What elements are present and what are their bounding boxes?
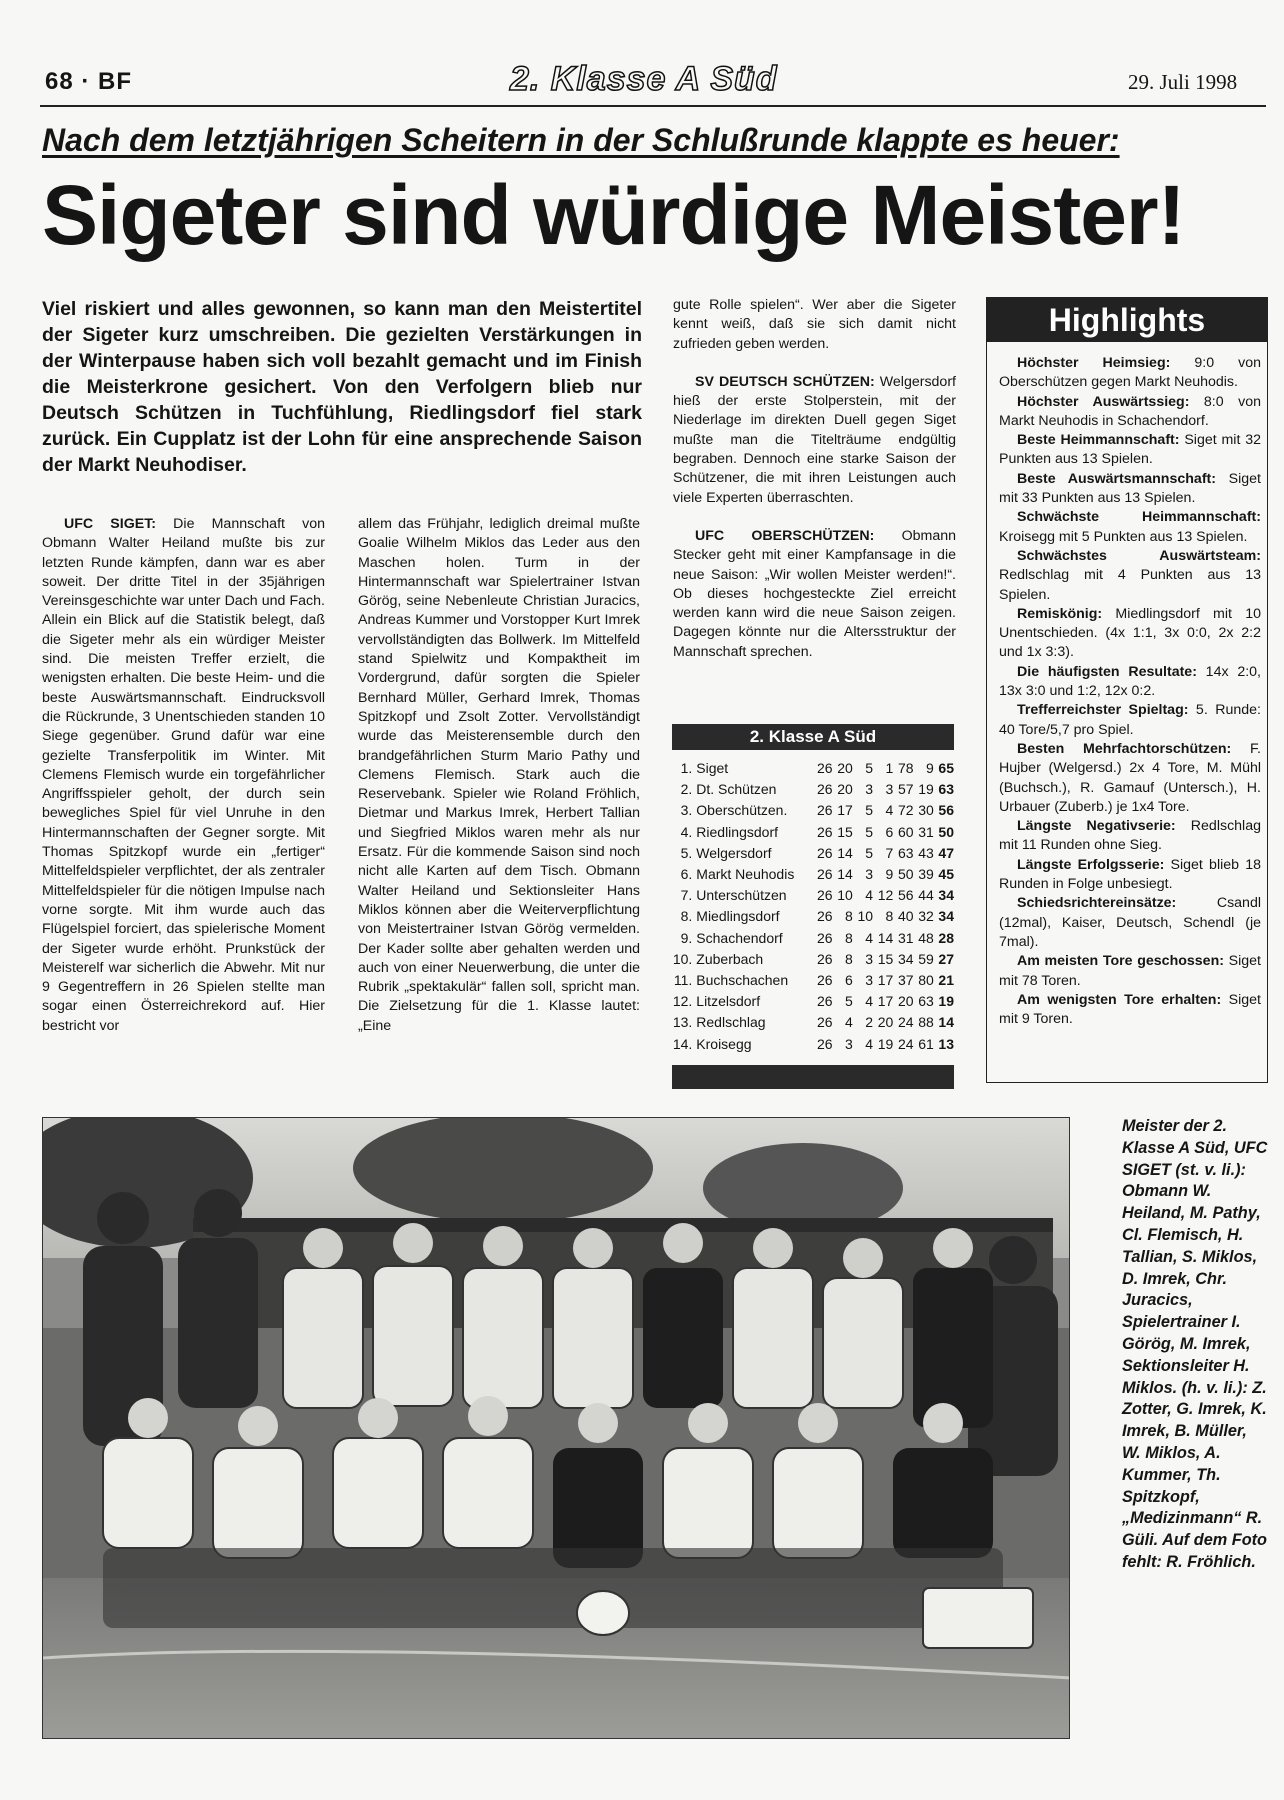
standings-wins: 15 bbox=[837, 823, 853, 840]
standings-draws: 3 bbox=[865, 950, 874, 967]
highlights-box bbox=[986, 297, 1268, 1083]
standings-wins: 8 bbox=[844, 929, 853, 946]
standings-points: 45 bbox=[938, 866, 954, 883]
standings-team: Siget bbox=[696, 760, 729, 776]
highlight-item bbox=[999, 605, 1261, 663]
standings-games: 26 bbox=[816, 972, 833, 989]
issue-date: 29. Juli 1998 bbox=[1128, 70, 1238, 94]
highlight-item bbox=[999, 991, 1261, 1030]
standings-goals-against: 59 bbox=[918, 950, 934, 967]
highlight-label: Längste Erfolgsserie: bbox=[1017, 856, 1165, 873]
standings-losses: 4 bbox=[885, 802, 894, 819]
highlight-item bbox=[999, 856, 1261, 895]
table-row bbox=[672, 1012, 954, 1033]
standings-team: Markt Neuhodis bbox=[696, 866, 795, 883]
standings-losses: 8 bbox=[885, 908, 894, 925]
table-row bbox=[672, 885, 954, 906]
standings-team: Dt. Schützen bbox=[696, 781, 777, 798]
highlight-text: Siget blieb 18 Runden in Folge unbesiegt. bbox=[999, 856, 1261, 893]
standings-goals-against: 80 bbox=[918, 972, 934, 989]
page-number: 68 · BF bbox=[45, 68, 133, 95]
table-row bbox=[672, 906, 954, 927]
highlight-item bbox=[999, 894, 1261, 952]
standings-goals-against: 19 bbox=[918, 781, 934, 798]
standings-games: 26 bbox=[816, 844, 833, 861]
standings-draws: 10 bbox=[857, 908, 874, 925]
standings-goals-for: 31 bbox=[897, 929, 914, 946]
highlight-item bbox=[999, 508, 1261, 547]
standings-wins: 17 bbox=[837, 802, 853, 819]
standings-goals-against: 31 bbox=[918, 823, 934, 840]
highlight-text: F. Hujber (Welgersd.) 2x 4 Tore, M. Mühl (Buchsch.), R. Gamauf (Untersch.), H. Urbauer (Zuberb.) je 1x4 Tore. bbox=[999, 740, 1261, 815]
standings-games: 26 bbox=[816, 929, 833, 946]
highlight-text: Redlschlag mit 11 Runden ohne Sieg. bbox=[999, 818, 1261, 854]
standings-games: 26 bbox=[816, 908, 833, 925]
standings-team: Zuberbach bbox=[696, 950, 764, 967]
standings-losses: 15 bbox=[877, 950, 894, 967]
standings-team: Unterschützen bbox=[696, 887, 787, 904]
standings-team: Oberschützen. bbox=[696, 802, 788, 819]
standings-goals-against: 39 bbox=[918, 866, 934, 883]
standings-wins: 8 bbox=[844, 908, 853, 925]
standings-goals-for: 24 bbox=[897, 1035, 914, 1052]
paragraph bbox=[358, 515, 640, 1036]
highlight-label: Am meisten Tore geschossen: bbox=[1017, 953, 1224, 970]
article-kicker: Nach dem letztjährigen Scheitern in der Schlußrunde klappte es heuer: bbox=[42, 122, 1120, 158]
standings-goals-for: 34 bbox=[897, 950, 914, 967]
table-row bbox=[672, 779, 954, 800]
header-rule bbox=[40, 105, 1266, 107]
standings-position: 13. bbox=[672, 1014, 693, 1031]
standings-goals-for: 40 bbox=[897, 908, 914, 925]
standings-title: 2. Klasse A Süd bbox=[672, 724, 954, 750]
standings-games: 26 bbox=[816, 866, 833, 883]
standings-draws: 3 bbox=[865, 972, 874, 989]
paragraph bbox=[673, 527, 956, 662]
standings-draws: 4 bbox=[865, 929, 874, 946]
standings-draws: 4 bbox=[865, 993, 874, 1010]
standings-team: Miedlingsdorf bbox=[696, 908, 780, 925]
paragraph-label: SV DEUTSCH SCHÜTZEN: bbox=[695, 373, 875, 390]
section-title: 2. Klasse A Süd bbox=[510, 60, 778, 98]
standings-wins: 20 bbox=[837, 781, 853, 798]
highlight-label: Schwächste Heimmannschaft: bbox=[1017, 509, 1261, 526]
standings-draws: 5 bbox=[865, 844, 874, 861]
standings-losses: 20 bbox=[877, 1014, 894, 1031]
paragraph-text: allem das Frühjahr, lediglich dreimal mußte Goalie Wilhelm Miklos das Leder aus den Maschen holen. Turm in der Hintermannschaft war Spielertrainer Istvan Görög, seine Nebenleute Christian Juracics, Andreas Kummer und Vorstopper Kurt Imrek vervollständigten das Bollwerk. Im Mittelfeld stand Spielwitz und Kompaktheit im Vordergrund, dafür sorgten die Spieler Bernhard Müller, Gerhard Imrek, Thomas Spitzkopf und Zsolt Zotter. Vervollständigt wurde das Meisterensemble durch den brandgefährlichen Sturm Mario Pathy und Clemens Flemisch. Stark auch die Reservebank. Spieler wie Roland Fröhlich, Dietmar und Markus Imrek, Herbert Tallian und Siegfried Miklos waren mehr als nur Ersatz. Für die kommende Saison sind noch nicht alle Karten auf dem Tisch. Obmann Walter Heiland und Sektionsleiter Hans Miklos können aber die Weiterverpflichtung von Meistertrainer Istvan Görög vermelden. Der Kader sollte aber gehalten werden und auch von einer Neuerwerbung, die unter die Rubrik „spektakulär“ fallen soll, spricht man. Die Zielsetzung für die 1. Klasse lautet: „Eine bbox=[358, 516, 640, 1034]
standings-wins: 8 bbox=[844, 950, 853, 967]
highlight-label: Besten Mehrfachtorschützen: bbox=[1017, 740, 1232, 757]
standings-position: 12. bbox=[672, 993, 693, 1010]
standings-losses: 17 bbox=[877, 972, 894, 989]
standings-games: 26 bbox=[816, 950, 833, 967]
table-row bbox=[672, 864, 954, 885]
standings-points: 34 bbox=[938, 908, 954, 925]
standings-wins: 6 bbox=[844, 972, 853, 989]
standings-draws: 5 bbox=[865, 823, 874, 840]
standings-position: 10. bbox=[672, 950, 693, 967]
standings-goals-for: 78 bbox=[897, 760, 914, 776]
standings-draws: 4 bbox=[865, 887, 874, 904]
highlights-list bbox=[987, 342, 1267, 1029]
standings-team: Redlschlag bbox=[696, 1014, 766, 1031]
standings-games: 26 bbox=[816, 887, 833, 904]
standings-position: 9. bbox=[680, 929, 693, 946]
standings-position: 8. bbox=[680, 908, 693, 925]
standings-wins: 20 bbox=[837, 760, 853, 776]
standings-position: 11. bbox=[673, 972, 693, 989]
standings-games: 26 bbox=[816, 1035, 833, 1052]
paragraph-text: Die Mannschaft von Obmann Walter Heiland mußte bis zur letzten Runde kämpfen, dann war es aber soweit. Der dritte Titel in der 35jährigen Vereinsgeschichte war unter Dach und Fach. Allein ein Blick auf die Statistik belegt, daß die Sigeter mehr als ein würdiger Meister sind. Die meisten Treffer erzielt, die wenigsten erhalten. Die beste Heim- und die beste Auswärtsmannschaft. Eindrucksvoll die Rückrunde, 3 Unentschieden standen 10 Siege gegenüber. Grund dafür war eine gezielte Transferpolitik im Winter. Mit Clemens Flemisch wurde ein torgefährlicher Angriffsspieler geholt, der durch sein bewegliches Spiel für viel Unruhe in den Hintermannschaften der Gegner sorgte. Mit Thomas Spitzkopf wurde ein „fertiger“ Mittelfeldspieler verpflichtet, der als zentraler Mittelfeldspieler für die nötigen Impulse nach vorne sorgte. Mit ihm wurde auch das Flügelspiel forciert, das spielerische Moment der Sigeter wurde erhöht. Prunkstück der Meisterelf war sicherlich die Abwehr. Mit nur 9 Gegentreffern in 26 Spielen stellte man sogar einen Österreichrekord auf. Hier bestricht vor bbox=[42, 516, 325, 1034]
table-row bbox=[672, 1034, 954, 1055]
standings-losses: 1 bbox=[885, 760, 894, 776]
standings-points: 63 bbox=[938, 781, 954, 798]
standings-goals-against: 63 bbox=[918, 993, 934, 1010]
standings-goals-for: 63 bbox=[897, 844, 914, 861]
paragraph-text: Obmann Stecker geht mit einer Kampfansage in die neue Saison: „Wir wollen Meister werden!“. Ob dieses hochgesteckte Ziel erreicht werden kann wird die neue Saison zeigen. Dagegen könnte nur die Altersstruktur der Mannschaft sprechen. bbox=[673, 527, 957, 660]
standings-team: Schachendorf bbox=[696, 929, 783, 946]
highlight-label: Höchster Auswärtssieg: bbox=[1017, 393, 1190, 410]
standings-draws: 5 bbox=[865, 802, 874, 819]
standings-goals-for: 72 bbox=[897, 802, 914, 819]
highlight-item bbox=[999, 663, 1261, 702]
standings-goals-for: 37 bbox=[897, 972, 914, 989]
standings-position: 7. bbox=[680, 887, 693, 904]
standings-wins: 10 bbox=[837, 887, 853, 904]
standings-draws: 4 bbox=[865, 1035, 874, 1052]
standings-losses: 14 bbox=[877, 929, 894, 946]
standings-wins: 5 bbox=[844, 993, 853, 1010]
highlight-text: Kroisegg mit 5 Punkten aus 13 Spielen. bbox=[999, 528, 1248, 545]
highlight-label: Beste Heimmannschaft: bbox=[1017, 432, 1180, 449]
highlight-label: Remiskönig: bbox=[1017, 605, 1103, 622]
highlight-item bbox=[999, 952, 1261, 991]
standings-goals-against: 88 bbox=[918, 1014, 934, 1031]
standings-position: 4. bbox=[680, 823, 693, 840]
team-photo-image bbox=[43, 1118, 1070, 1739]
highlight-item bbox=[999, 817, 1261, 856]
team-photo bbox=[42, 1117, 1070, 1739]
standings-losses: 17 bbox=[877, 993, 894, 1010]
standings-goals-against: 43 bbox=[918, 844, 934, 861]
highlight-text: Siget mit 9 Toren. bbox=[999, 991, 1261, 1028]
standings-points: 19 bbox=[938, 993, 954, 1010]
standings-games: 26 bbox=[816, 760, 833, 776]
standings-team: Welgersdorf bbox=[696, 844, 772, 861]
paragraph-text: Welgersdorf hieß der erste Stolperstein, mit der Niederlage im direkten Duell gegen Siget mußte man die Titelträume endgültig begraben. Dennoch eine starke Saison der Schützener, die mit ihren Leistungen auch viele Experten überraschten. bbox=[673, 373, 956, 506]
standings-goals-for: 20 bbox=[897, 993, 914, 1010]
paragraph-label: UFC SIGET: bbox=[64, 516, 157, 532]
standings-table bbox=[672, 724, 954, 1089]
standings-losses: 7 bbox=[885, 844, 894, 861]
highlight-label: Trefferreichster Spieltag: bbox=[1017, 702, 1189, 719]
highlight-item bbox=[999, 393, 1261, 432]
highlight-label: Höchster Heimsieg: bbox=[1017, 355, 1171, 371]
standings-position: 3. bbox=[680, 802, 693, 819]
table-row bbox=[672, 822, 954, 843]
standings-wins: 3 bbox=[844, 1035, 853, 1052]
standings-goals-for: 56 bbox=[897, 887, 914, 904]
standings-position: 2. bbox=[680, 781, 693, 798]
standings-points: 34 bbox=[938, 887, 954, 904]
standings-team: Riedlingsdorf bbox=[696, 823, 778, 840]
standings-points: 56 bbox=[938, 802, 954, 819]
highlight-text: 8:0 von Markt Neuhodis in Schachendorf. bbox=[999, 393, 1262, 429]
highlights-title: Highlights bbox=[987, 298, 1267, 342]
standings-goals-against: 61 bbox=[918, 1035, 934, 1052]
standings-points: 27 bbox=[938, 950, 954, 967]
highlight-text: Miedlingsdorf mit 10 Unentschieden. (4x 1:1, 3x 0:0, 2x 2:2 und 1x 3:3). bbox=[999, 605, 1261, 661]
standings-position: 6. bbox=[680, 866, 693, 883]
table-row bbox=[672, 970, 954, 991]
highlight-text: Siget mit 78 Toren. bbox=[999, 953, 1261, 989]
highlight-item bbox=[999, 354, 1261, 393]
paragraph-text: gute Rolle spielen“. Wer aber die Sigeter kennt weiß, daß sie sich damit nicht zufrieden geben werden. bbox=[673, 297, 956, 352]
highlight-label: Schiedsrichtereinsätze: bbox=[1017, 895, 1177, 912]
standings-points: 13 bbox=[938, 1035, 954, 1052]
standings-games: 26 bbox=[816, 823, 833, 840]
standings-wins: 14 bbox=[837, 866, 853, 883]
standings-goals-for: 24 bbox=[897, 1014, 914, 1031]
highlight-text: Csandl (12mal), Kaiser, Deutsch, Schendl (je 7mal). bbox=[999, 895, 1261, 950]
standings-games: 26 bbox=[816, 1014, 833, 1031]
highlight-text: 9:0 von Oberschützen gegen Markt Neuhodis. bbox=[999, 355, 1262, 391]
paragraph-label: UFC OBERSCHÜTZEN: bbox=[695, 527, 875, 544]
standings-team: Kroisegg bbox=[696, 1035, 752, 1052]
standings-goals-for: 57 bbox=[897, 781, 914, 798]
article-column-1 bbox=[42, 515, 325, 1036]
standings-losses: 12 bbox=[877, 887, 894, 904]
standings-goals-against: 30 bbox=[918, 802, 934, 819]
standings-games: 26 bbox=[816, 802, 833, 819]
highlight-text: Redlschlag mit 4 Punkten aus 13 Spielen. bbox=[999, 567, 1261, 603]
highlight-text: 5. Runde: 40 Tore/5,7 pro Spiel. bbox=[999, 702, 1261, 738]
standings-points: 14 bbox=[938, 1014, 954, 1031]
standings-points: 50 bbox=[938, 823, 954, 840]
standings-losses: 6 bbox=[885, 823, 894, 840]
article-lead: Viel riskiert und alles gewonnen, so kann man den Meistertitel der Sigeter kurz umschreiben. Die gezielten Verstärkungen in der Winterpause haben sich voll bezahlt gemacht und im Finish die Meisterkrone gesichert. Von den Verfolgern blieb nur Deutsch Schützen in Tuchfühlung, Riedlingsdorf fiel stark zurück. Ein Cupplatz ist der Lohn für eine ansprechende Saison der Markt Neuhodiser. bbox=[42, 298, 642, 476]
standings-points: 21 bbox=[938, 972, 954, 989]
standings-position: 5. bbox=[680, 844, 693, 861]
article-column-2 bbox=[358, 515, 640, 1036]
standings-goals-against: 44 bbox=[918, 887, 934, 904]
highlight-item bbox=[999, 431, 1261, 470]
standings-goals-against: 48 bbox=[918, 929, 934, 946]
article-headline: Sigeter sind würdige Meister! bbox=[42, 168, 1185, 262]
standings-goals-against: 9 bbox=[925, 760, 934, 776]
standings-team: Buchschachen bbox=[696, 972, 789, 989]
standings-games: 26 bbox=[816, 781, 833, 798]
standings-draws: 5 bbox=[865, 760, 874, 776]
paragraph bbox=[673, 296, 956, 354]
standings-footer-bar bbox=[672, 1065, 954, 1089]
highlight-label: Die häufigsten Resultate: bbox=[1017, 663, 1197, 680]
standings-goals-for: 60 bbox=[897, 823, 914, 840]
table-row bbox=[672, 949, 954, 970]
standings-losses: 3 bbox=[885, 781, 894, 798]
standings-losses: 19 bbox=[877, 1035, 894, 1052]
photo-caption: Meister der 2. Klasse A Süd, UFC SIGET (st. v. li.): Obmann W. Heiland, M. Pathy, Cl. Flemisch, H. Tallian, S. Miklos, D. Imrek, Chr. Juracics, Spielertrainer I. Görög, M. Imrek, Sektionsleiter H. Miklos. (h. v. li.): Z. Zotter, G. Imrek, K. Imrek, B. Müller, W. Miklos, A. Kummer, Th. Spitzkopf, „Medizinmann“ R. Güli. Auf dem Foto fehlt: R. Fröhlich. bbox=[1122, 1117, 1268, 1571]
standings-points: 65 bbox=[938, 760, 954, 776]
paragraph bbox=[42, 515, 325, 1036]
standings-points: 28 bbox=[938, 929, 954, 946]
highlight-label: Am wenigsten Tore erhalten: bbox=[1017, 991, 1222, 1008]
standings-games: 26 bbox=[816, 993, 833, 1010]
standings-position: 14. bbox=[672, 1035, 693, 1052]
standings-losses: 9 bbox=[885, 866, 894, 883]
highlight-item bbox=[999, 701, 1261, 740]
highlight-item bbox=[999, 547, 1261, 605]
standings-draws: 3 bbox=[865, 781, 874, 798]
highlight-label: Beste Auswärtsmannschaft: bbox=[1017, 470, 1216, 487]
article-column-3 bbox=[673, 296, 956, 681]
highlight-label: Längste Negativserie: bbox=[1017, 818, 1176, 835]
highlight-text: Siget mit 33 Punkten aus 13 Spielen. bbox=[999, 470, 1261, 507]
standings-goals-for: 50 bbox=[897, 866, 914, 883]
highlight-item bbox=[999, 470, 1261, 509]
table-row bbox=[672, 991, 954, 1012]
standings-wins: 4 bbox=[844, 1014, 853, 1031]
highlight-item bbox=[999, 740, 1261, 817]
standings-points: 47 bbox=[938, 844, 954, 861]
table-row bbox=[672, 800, 954, 821]
highlight-text: Siget mit 32 Punkten aus 13 Spielen. bbox=[999, 432, 1261, 468]
standings-position: 1. bbox=[680, 760, 693, 776]
highlight-text: 14x 2:0, 13x 3:0 und 1:2, 12x 0:2. bbox=[999, 663, 1261, 700]
standings-goals-against: 32 bbox=[918, 908, 934, 925]
standings-draws: 3 bbox=[865, 866, 874, 883]
standings-grid bbox=[672, 758, 954, 1055]
table-row bbox=[672, 928, 954, 949]
paragraph bbox=[673, 373, 956, 508]
standings-team: Litzelsdorf bbox=[696, 993, 761, 1010]
highlight-label: Schwächstes Auswärtsteam: bbox=[1017, 547, 1261, 564]
table-row bbox=[672, 843, 954, 864]
table-row bbox=[672, 758, 954, 779]
standings-wins: 14 bbox=[837, 844, 853, 861]
standings-draws: 2 bbox=[865, 1014, 874, 1031]
